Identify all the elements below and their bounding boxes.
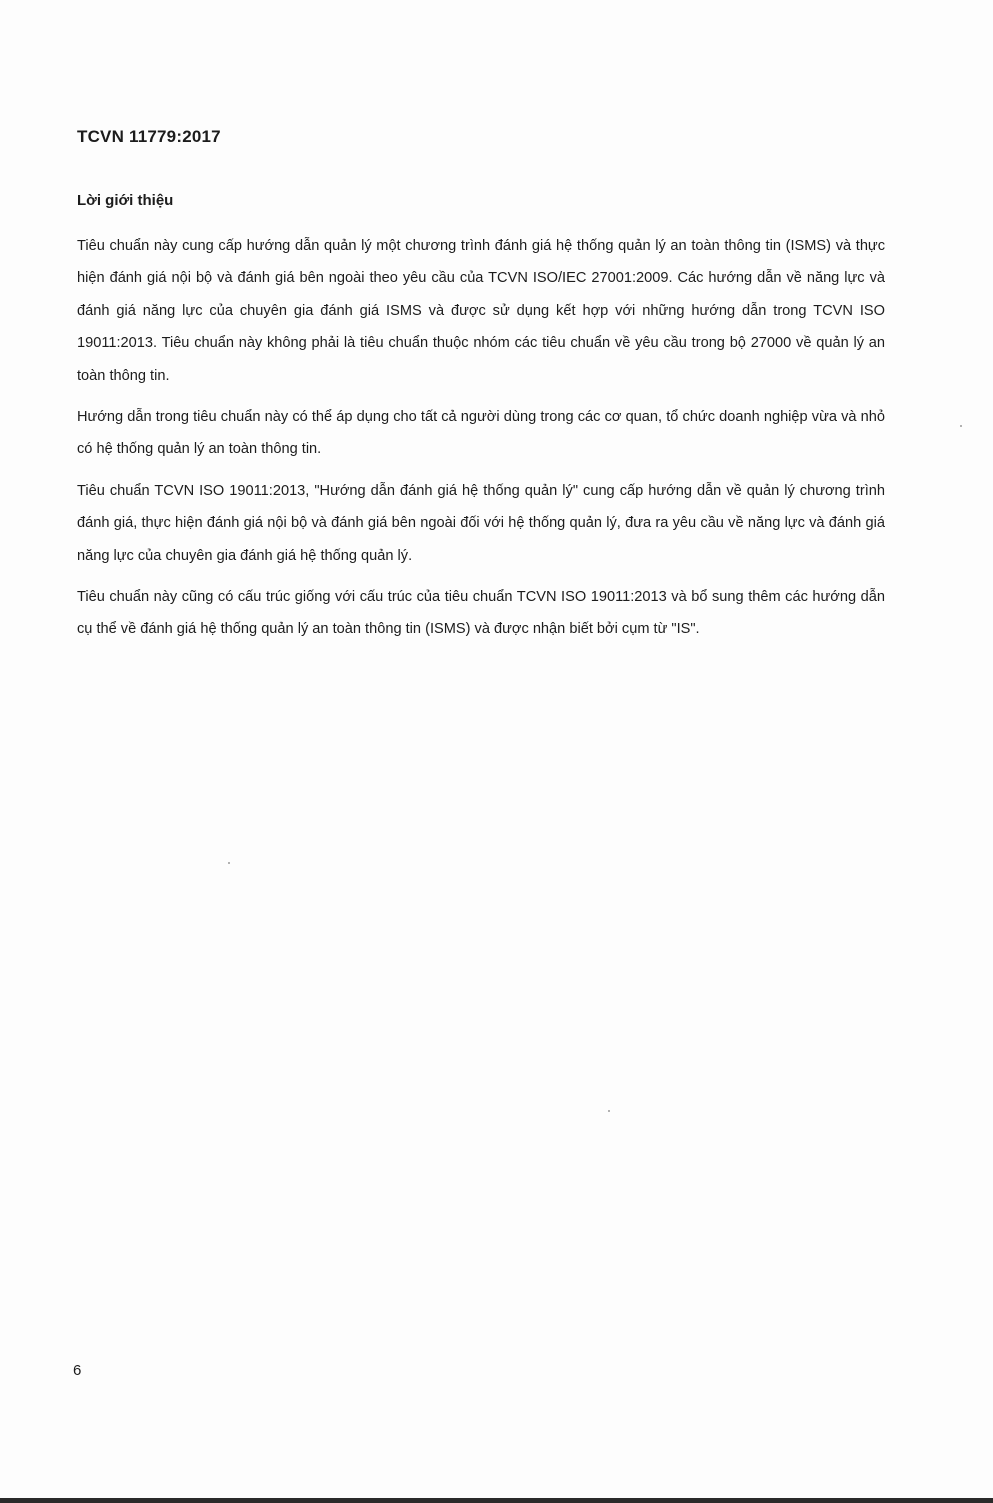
page-number: 6 [73, 1362, 82, 1379]
paragraph-4: Tiêu chuẩn này cũng có cấu trúc giống với cấu trúc của tiêu chuẩn TCVN ISO 19011:2013 và bổ sung thêm các hướng dẫn cụ thể về đánh giá hệ thống quản lý an toàn thông tin (ISMS) và được nhận biết bởi cụm từ "IS". [77, 589, 885, 638]
body-text [77, 230, 885, 655]
scan-speck [608, 1110, 610, 1112]
scan-speck [960, 425, 962, 427]
standard-code: TCVN 11779:2017 [77, 127, 221, 146]
paragraph-2: Hướng dẫn trong tiêu chuẩn này có thể áp dụng cho tất cả người dùng trong các cơ quan, tổ chức doanh nghiệp vừa và nhỏ có hệ thống quản lý an toàn thông tin. [77, 409, 885, 458]
paragraph-1: Tiêu chuẩn này cung cấp hướng dẫn quản lý một chương trình đánh giá hệ thống quản lý an toàn thông tin (ISMS) và thực hiện đánh giá nội bộ và đánh giá bên ngoài theo yêu cầu của TCVN ISO/IEC 27001:2009. Các hướng dẫn về năng lực và đánh giá năng lực của chuyên gia đánh giá ISMS và được sử dụng kết hợp với những hướng dẫn trong TCVN ISO 19011:2013. Tiêu chuẩn này không phải là tiêu chuẩn thuộc nhóm các tiêu chuẩn về yêu cầu trong bộ 27000 về quản lý an toàn thông tin. [77, 238, 885, 384]
section-title: Lời giới thiệu [77, 192, 174, 209]
scan-bottom-edge [0, 1498, 993, 1503]
paragraph-3: Tiêu chuẩn TCVN ISO 19011:2013, "Hướng dẫn đánh giá hệ thống quản lý" cung cấp hướng dẫn về quản lý chương trình đánh giá, thực hiện đánh giá nội bộ và đánh giá bên ngoài đối với hệ thống quản lý, đưa ra yêu cầu về năng lực và đánh giá năng lực của chuyên gia đánh giá hệ thống quản lý. [77, 482, 885, 564]
scan-speck [228, 862, 230, 864]
